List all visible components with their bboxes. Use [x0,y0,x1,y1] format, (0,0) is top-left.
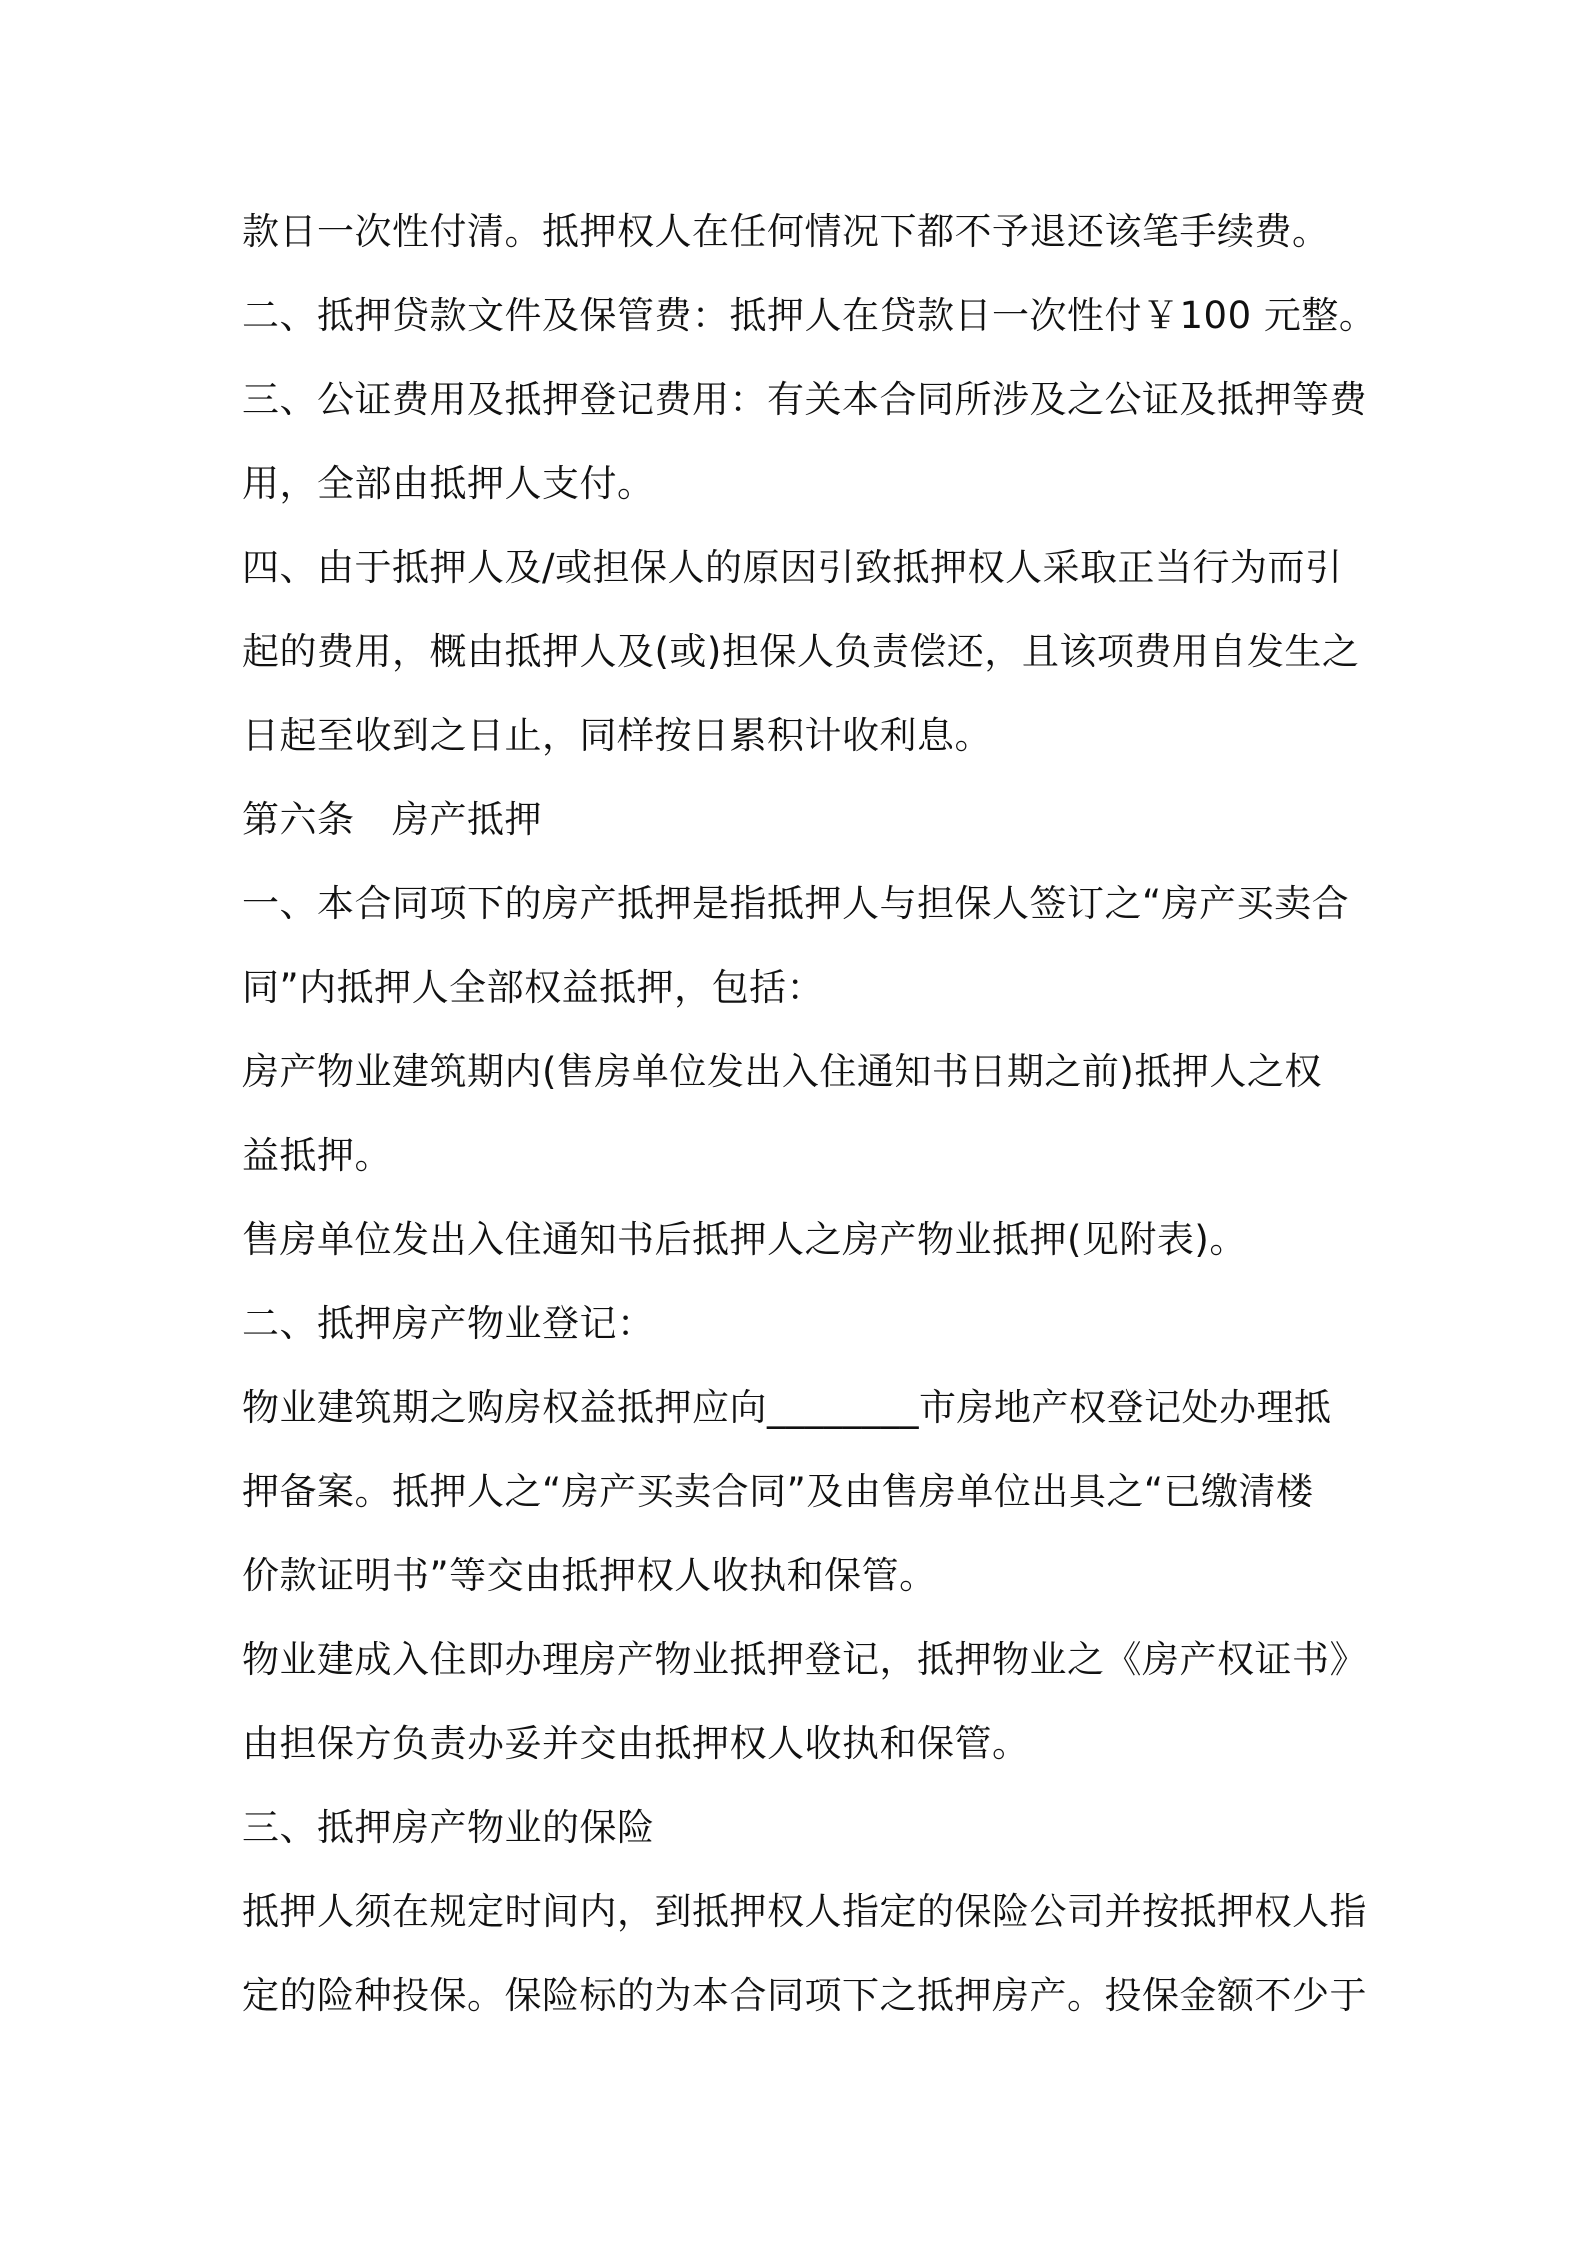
text-line: 押备案。抵押人之“房产买卖合同”及由售房单位出具之“已缴清楼 [242,1470,1314,1513]
text-line: 益抵押。 [242,1134,392,1177]
text-line: 款日一次性付清。抵押权人在任何情况下都不予退还该笔手续费。 [242,210,1330,253]
text-line: 同”内抵押人全部权益抵押，包括： [242,966,825,1009]
subsection-heading: 三、抵押房产物业的保险 [242,1806,655,1849]
text-line: 物业建成入住即办理房产物业抵押登记，抵押物业之《房产权证书》 [242,1638,1367,1681]
text-line: 价款证明书”等交由抵押权人收执和保管。 [242,1554,937,1597]
subsection-heading: 二、抵押房产物业登记： [242,1302,655,1345]
text-line: 起的费用，概由抵押人及(或)担保人负责偿还，且该项费用自发生之 [242,630,1360,673]
text-line: 用，全部由抵押人支付。 [242,462,655,505]
text-line: 日起至收到之日止，同样按日累积计收利息。 [242,714,992,757]
text-line: 房产物业建筑期内(售房单位发出入住通知书日期之前)抵押人之权 [242,1050,1322,1093]
document-body [242,190,1377,2038]
text-line: 二、抵押贷款文件及保管费：抵押人在贷款日一次性付￥100 元整。 [242,294,1377,337]
text-line: 物业建筑期之购房权益抵押应向________市房地产权登记处办理抵 [242,1386,1332,1429]
text-line: 三、公证费用及抵押登记费用：有关本合同所涉及之公证及抵押等费 [242,378,1367,421]
text-line: 一、本合同项下的房产抵押是指抵押人与担保人签订之“房产买卖合 [242,882,1350,925]
text-line: 四、由于抵押人及/或担保人的原因引致抵押权人采取正当行为而引 [242,546,1343,589]
section-heading: 第六条 房产抵押 [242,798,542,841]
text-line: 售房单位发出入住通知书后抵押人之房产物业抵押(见附表)。 [242,1218,1247,1261]
text-line: 由担保方负责办妥并交由抵押权人收执和保管。 [242,1722,1030,1765]
text-line: 定的险种投保。保险标的为本合同项下之抵押房产。投保金额不少于 [242,1974,1367,2017]
text-line: 抵押人须在规定时间内，到抵押权人指定的保险公司并按抵押权人指 [242,1890,1367,1933]
